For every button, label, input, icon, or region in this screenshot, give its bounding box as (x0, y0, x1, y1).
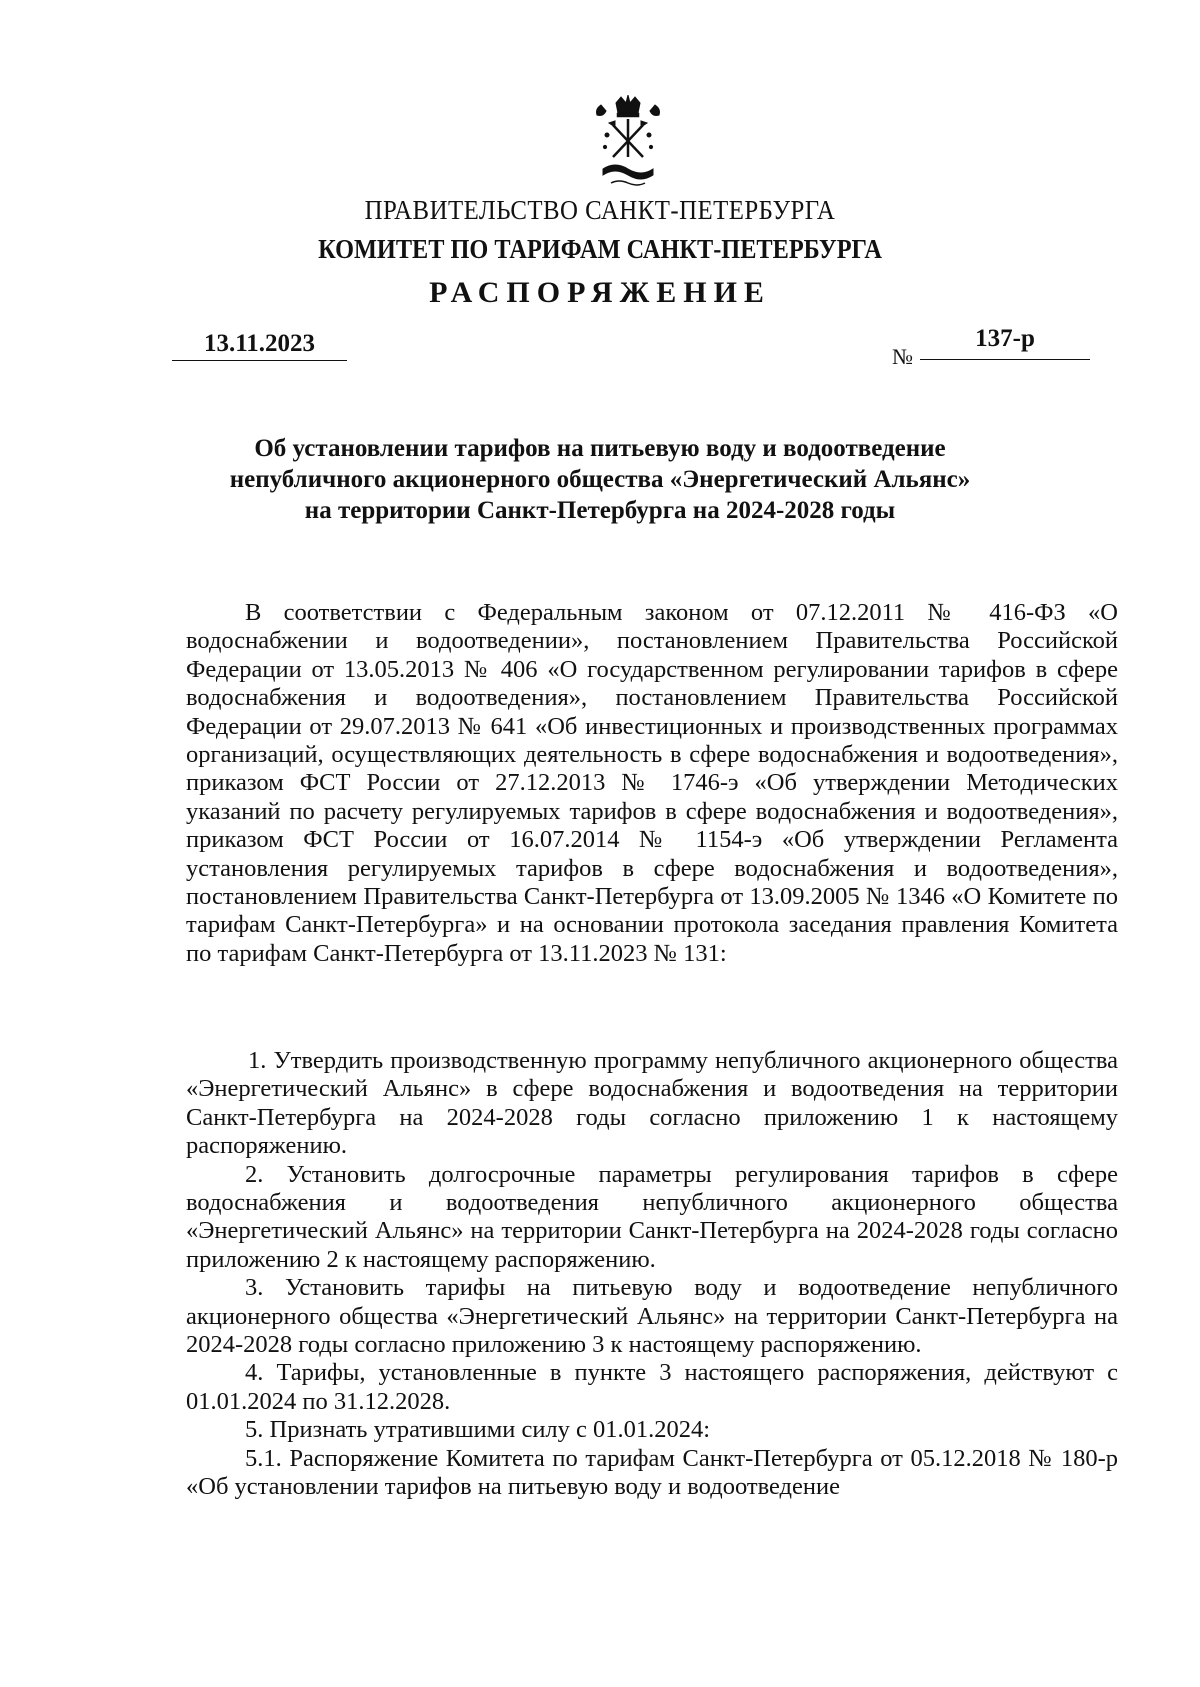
preamble (186, 599, 1118, 968)
title-line: Об установлении тарифов на питьевую воду и водоотведение (254, 435, 946, 462)
order-item: 5. Признать утратившими силу с 01.01.2024: (245, 1416, 711, 1444)
document-type: РАСПОРЯЖЕНИЕ (429, 276, 771, 309)
document-number: 137-р (920, 325, 1090, 360)
document-title (0, 433, 1200, 526)
document-date: 13.11.2023 (172, 330, 347, 361)
order-item: 5.1. Распоряжение Комитета по тарифам Санкт-Петербурга от 05.12.2018 № 180-р «Об установлении тарифов на питьевую воду и водоотведение (186, 1444, 1118, 1501)
order-item: 4. Тарифы, установленные в пункте 3 настоящего распоряжения, действуют с 01.01.2024 по 31.12.2028. (186, 1359, 1118, 1415)
preamble-paragraph: В соответствии с Федеральным законом от 07.12.2011 № 416-ФЗ «О водоснабжении и водоотведении», постановлением Правительства Российской Федерации от 13.05.2013 № 406 «О государственном регулировании тарифов в сфере водоснабжения и водоотведения», постановлением Правительства Российской Федерации от 29.07.2013 № 641 «Об инвестиционных и производственных программах организаций, осуществляющих деятельность в сфере водоснабжения и водоотведения», приказом ФСТ России от 27.12.2013 № 1746-э «Об утверждении Методических указаний по расчету регулируемых тарифов в сфере водоснабжения и водоотведения», приказом ФСТ России от 16.07.2014 № 1154-э «Об утверждении Регламента установления регулируемых тарифов в сфере водоснабжения и водоотведения», постановлением Правительства Санкт-Петербурга от 13.09.2005 № 1346 «О Комитете по тарифам Санкт-Петербурга» и на основании протокола заседания правления Комитета по тарифам Санкт-Петербурга от 13.11.2023 № 131: (186, 599, 1118, 967)
order-items (186, 1047, 1118, 1502)
order-item: 2. Установить долгосрочные параметры регулирования тарифов в сфере водоснабжения и водоотведения непубличного акционерного общества «Энергетический Альянс» на территории Санкт-Петербурга на 2024-2028 годы согласно приложению 2 к настоящему распоряжению. (186, 1160, 1118, 1273)
number-label: № (892, 344, 913, 369)
title-line: непубличного акционерного общества «Энергетический Альянс» (229, 466, 971, 493)
order-item: 1. Утвердить производственную программу непубличного акционерного общества «Энергетический Альянс» в сфере водоснабжения и водоотведения на территории Санкт-Петербурга на 2024-2028 годы согласно приложению 1 к настоящему распоряжению. (186, 1047, 1118, 1160)
committee-name: КОМИТЕТ ПО ТАРИФАМ САНКТ-ПЕТЕРБУРГА (318, 234, 882, 264)
title-line: на территории Санкт-Петербурга на 2024-2028 годы (304, 497, 896, 524)
government-name: ПРАВИТЕЛЬСТВО САНКТ-ПЕТЕРБУРГА (364, 195, 836, 225)
order-item: 3. Установить тарифы на питьевую воду и водоотведение непубличного акционерного общества «Энергетический Альянс» на территории Санкт-Петербурга на 2024-2028 годы согласно приложению 3 к настоящему распоряжению. (186, 1274, 1118, 1359)
coat-of-arms-icon (583, 95, 673, 195)
